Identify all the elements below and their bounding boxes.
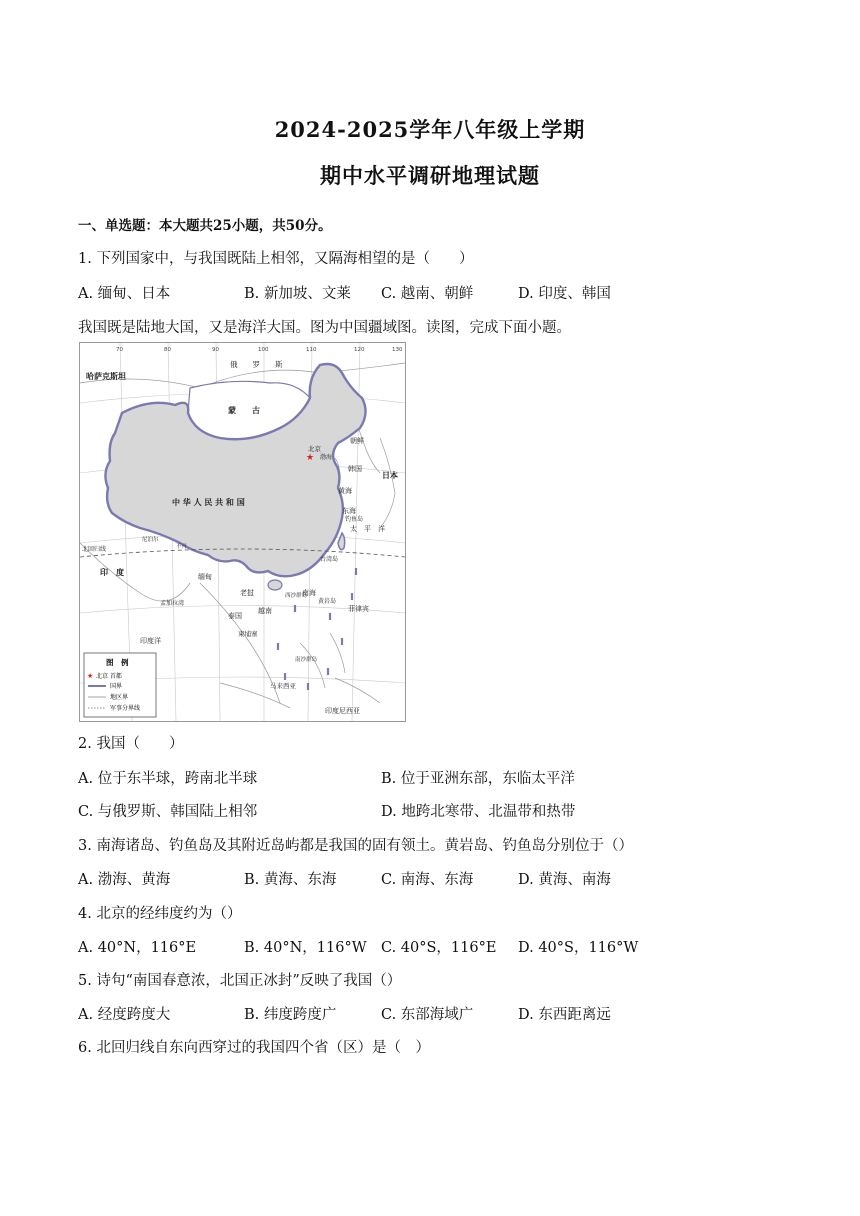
label-pacific: 太 平 洋 (350, 525, 385, 533)
label-china: 中 华 人 民 共 和 国 (172, 498, 245, 507)
q4-option-a[interactable]: A. 40°N，116°E (78, 940, 197, 956)
label-russia: 俄 罗 斯 (230, 360, 283, 369)
label-cambodia: 柬埔寨 (238, 630, 258, 638)
china-territory-map (79, 342, 406, 722)
legend-item-region: 地区界 (110, 694, 129, 701)
tick-120: 120 (354, 347, 365, 353)
legend-item-capital: 北京 首都 (96, 673, 122, 680)
legend-capital-icon: ★ (87, 672, 94, 680)
label-vietnam: 越南 (258, 607, 272, 615)
capital-star-icon: ★ (306, 453, 315, 463)
label-india: 印 度 (100, 568, 124, 577)
label-sk: 韩国 (348, 465, 362, 473)
legend-title: 图 例 (106, 658, 129, 667)
q5-option-d[interactable]: D. 东西距离远 (518, 1007, 611, 1023)
q5-option-c[interactable]: C. 东部海域广 (381, 1007, 474, 1023)
tick-100: 100 (258, 347, 269, 353)
q3-option-d[interactable]: D. 黄海、南海 (518, 872, 611, 888)
label-nansha: 南沙群岛 (295, 657, 318, 663)
label-indonesia: 印度尼西亚 (325, 707, 360, 715)
question-1-stem: 1. 下列国家中，与我国既陆上相邻，又隔海相望的是（ ） (78, 251, 474, 267)
q2-option-b[interactable]: B. 位于亚洲东部，东临太平洋 (381, 771, 575, 787)
q4-option-c[interactable]: C. 40°S，116°E (381, 940, 497, 956)
label-taiwan: 台湾岛 (320, 556, 339, 563)
q1-option-d[interactable]: D. 印度、韩国 (518, 286, 611, 302)
tick-70: 70 (116, 347, 123, 353)
question-2-stem: 2. 我国（ ） (78, 736, 184, 752)
q3-option-c[interactable]: C. 南海、东海 (381, 872, 474, 888)
label-diaoyu: 钓鱼岛 (345, 516, 364, 523)
q4-option-d[interactable]: D. 40°S，116°W (518, 940, 639, 956)
question-5-stem: 5. 诗句“南国春意浓，北国正冰封”反映了我国（） (78, 973, 402, 989)
label-bohai: 渤海 (320, 454, 333, 461)
label-thailand: 泰国 (228, 612, 242, 620)
q2-option-a[interactable]: A. 位于东半球，跨南北半球 (78, 771, 258, 787)
tick-90: 90 (212, 347, 219, 353)
label-south-sea: 南海 (302, 589, 316, 597)
exam-title-line1: 2024-2025学年八年级上学期 (274, 117, 586, 142)
exam-title-line2: 期中水平调研地理试题 (320, 163, 540, 188)
label-nk: 朝鲜 (350, 437, 364, 445)
label-philippines: 菲律宾 (348, 605, 369, 613)
label-nepal: 尼泊尔 (142, 537, 159, 543)
label-japan: 日本 (382, 471, 398, 480)
label-huangyan: 黄岩岛 (318, 598, 337, 605)
question-3-stem: 3. 南海诸岛、钓鱼岛及其附近岛屿都是我国的固有领土。黄岩岛、钓鱼岛分别位于（） (78, 838, 633, 854)
label-xisha: 西沙群岛 (285, 593, 308, 599)
label-yellow-sea: 黄海 (338, 487, 352, 495)
question-6-stem: 6. 北回归线自东向西穿过的我国四个省（区）是（ ） (78, 1040, 430, 1056)
label-bengal: 孟加拉湾 (160, 600, 185, 607)
q4-option-b[interactable]: B. 40°N，116°W (244, 940, 367, 956)
label-tropic: 北回归线 (82, 546, 107, 553)
q5-option-a[interactable]: A. 经度跨度大 (78, 1007, 171, 1023)
label-malaysia: 马来西亚 (270, 682, 296, 690)
q2-option-c[interactable]: C. 与俄罗斯、韩国陆上相邻 (78, 804, 258, 820)
label-east-sea: 东海 (342, 507, 356, 515)
q2-option-d[interactable]: D. 地跨北寒带、北温带和热带 (381, 804, 576, 820)
q1-option-c[interactable]: C. 越南、朝鲜 (381, 286, 474, 302)
label-mongolia: 蒙 古 (228, 406, 260, 415)
label-laos: 老挝 (240, 589, 254, 597)
q5-option-b[interactable]: B. 纬度跨度广 (244, 1007, 337, 1023)
tick-80: 80 (164, 347, 171, 353)
map-legend (84, 653, 156, 717)
map-intro: 我国既是陆地大国，又是海洋大国。图为中国疆域图。读图，完成下面小题。 (78, 320, 571, 336)
legend-item-military: 军事分界线 (110, 705, 141, 712)
section-heading: 一、单选题：本大题共25小题，共50分。 (78, 218, 332, 234)
q3-option-b[interactable]: B. 黄海、东海 (244, 872, 337, 888)
tick-110: 110 (306, 347, 317, 353)
label-myanmar: 缅甸 (198, 573, 212, 581)
q1-option-a[interactable]: A. 缅甸、日本 (78, 286, 171, 302)
label-beijing: 北京 (308, 445, 321, 453)
question-4-stem: 4. 北京的经纬度约为（） (78, 906, 242, 922)
q3-option-a[interactable]: A. 渤海、黄海 (78, 872, 171, 888)
label-indian-ocean: 印度洋 (140, 637, 161, 645)
legend-item-border: 国界 (110, 683, 123, 690)
label-kazakhstan: 哈萨克斯坦 (86, 372, 126, 381)
q1-option-b[interactable]: B. 新加坡、文莱 (244, 286, 351, 302)
tick-130: 130 (392, 347, 403, 353)
label-bhutan: 不丹 (176, 544, 188, 550)
